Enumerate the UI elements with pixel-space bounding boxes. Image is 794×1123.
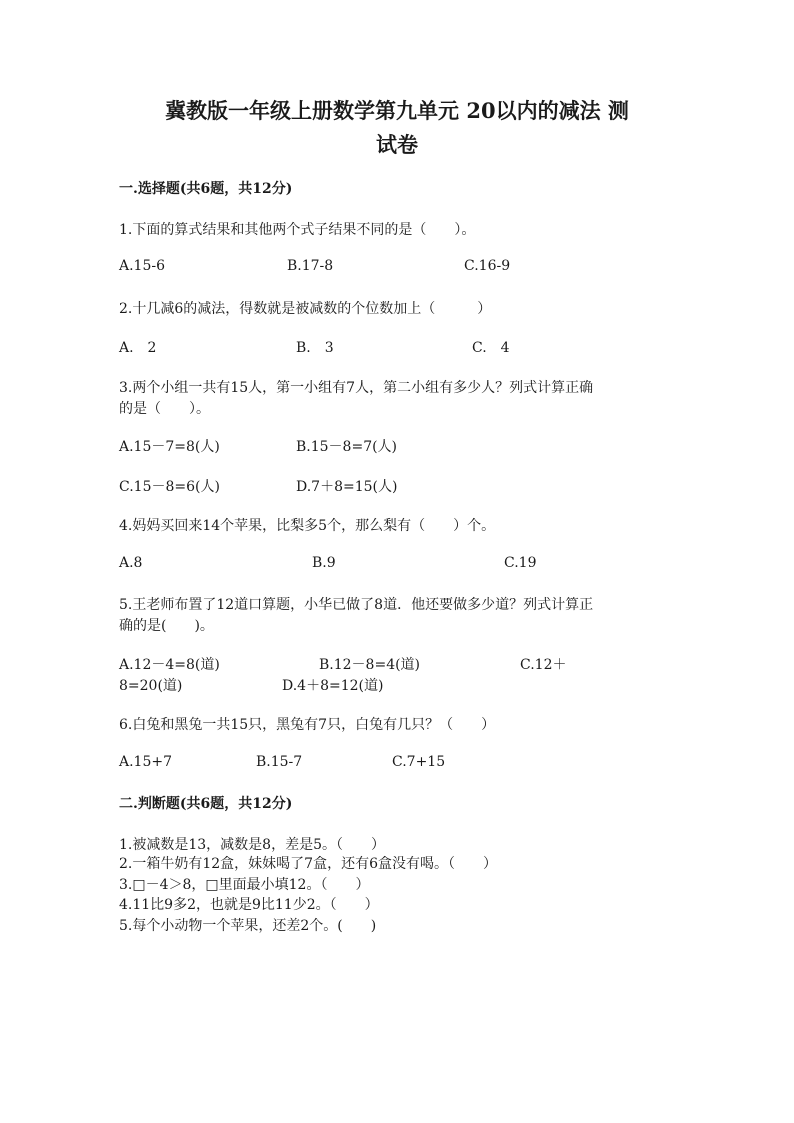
judgement-item: 5.每个小动物一个苹果，还差2个。( ): [119, 918, 377, 934]
option-a: A.12－4=8(道): [119, 657, 220, 673]
option-b: B.15－8=7(人): [296, 439, 398, 455]
option-c: C.12＋: [520, 657, 567, 673]
option-d: D.4＋8=12(道): [282, 678, 384, 694]
question-stem: 3.两个小组一共有15人，第一小组有7人，第二小组有多少人？列式计算正确: [119, 380, 594, 396]
option-a: A.8: [119, 555, 143, 571]
question-stem: 5.王老师布置了12道口算题，小华已做了8道．他还要做多少道？列式计算正: [119, 597, 594, 613]
option-b: B.9: [312, 555, 336, 571]
option-c-continued: 8=20(道): [119, 678, 183, 694]
exam-title-line-1: 冀教版一年级上册数学第九单元 20以内的减法 测: [165, 98, 629, 123]
option-c: C. 4: [472, 340, 510, 356]
option-c: C.19: [504, 555, 537, 571]
judgement-item: 1.被减数是13，减数是8，差是5。（ ）: [119, 837, 385, 853]
question-stem-continued: 确的是( )。: [119, 618, 214, 634]
option-c: C.16-9: [464, 258, 511, 274]
option-b: B.17-8: [287, 258, 334, 274]
question-stem: 2.十几减6的减法，得数就是被减数的个位数加上（ ）: [119, 301, 492, 317]
option-a: A. 2: [119, 340, 157, 356]
option-a: A.15-6: [119, 258, 166, 274]
option-a: A.15－7=8(人): [119, 439, 220, 455]
judgement-item: 3.□－4＞8，□里面最小填12。（ ）: [119, 877, 370, 893]
option-c: C.7+15: [392, 754, 446, 770]
option-b: B. 3: [296, 340, 334, 356]
option-b: B.12－8=4(道): [319, 657, 421, 673]
section-heading-judgement: 二.判断题(共6题，共12分): [119, 796, 293, 812]
question-stem: 1.下面的算式结果和其他两个式子结果不同的是（ ）。: [119, 222, 476, 238]
option-c: C.15－8=6(人): [119, 479, 220, 495]
question-stem: 6.白兔和黑兔一共15只，黑兔有7只，白兔有几只？（ ）: [119, 717, 496, 733]
question-stem: 4.妈妈买回来14个苹果，比梨多5个，那么梨有（ ）个。: [119, 518, 496, 534]
option-b: B.15-7: [256, 754, 303, 770]
option-d: D.7＋8=15(人): [296, 479, 398, 495]
judgement-item: 2.一箱牛奶有12盒，妹妹喝了7盒，还有6盒没有喝。（ ）: [119, 856, 497, 872]
option-a: A.15+7: [119, 754, 173, 770]
exam-title-line-2: 试卷: [376, 132, 418, 157]
section-heading-choice: 一.选择题(共6题，共12分): [119, 181, 293, 197]
judgement-item: 4.11比9多2，也就是9比11少2。（ ）: [119, 897, 379, 913]
question-stem-continued: 的是（ ）。: [119, 401, 210, 417]
